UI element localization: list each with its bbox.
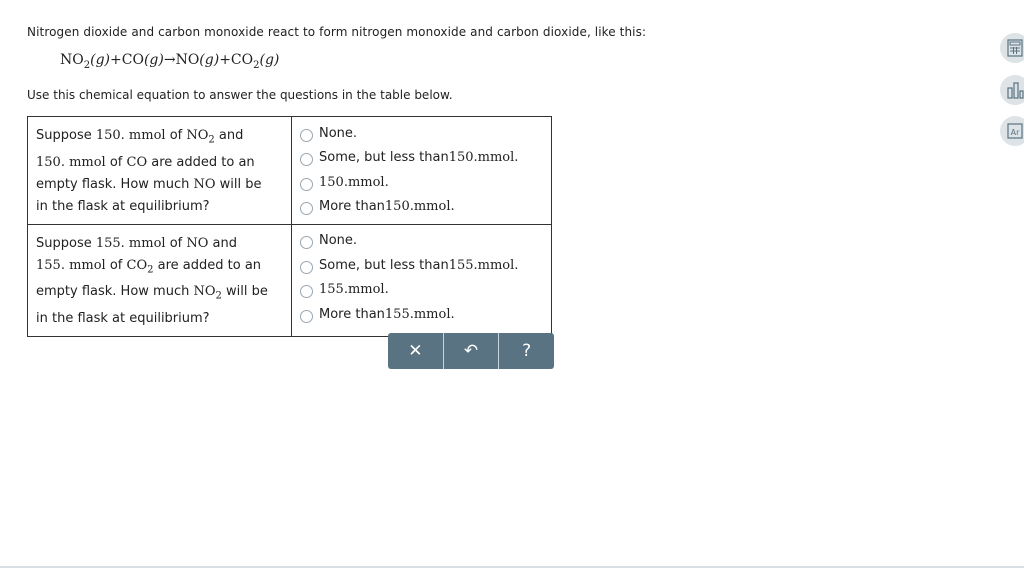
svg-text:Ar: Ar — [1010, 128, 1020, 137]
bar-chart-icon — [1006, 81, 1024, 99]
chemical-equation: $NO_2(g)+CO(g)\to NO(g)+CO_2(g)$ — [60, 52, 280, 71]
product-co2: $CO_2(g)$ — [230, 52, 280, 71]
option-equal[interactable]: 150. mmol. — [300, 170, 551, 195]
instructions-text: Use this chemical equation to answer the questions in the table below. — [27, 88, 453, 102]
question-table — [27, 116, 552, 337]
question-1-text: Suppose 150. mmol of $NO_2$ and 150. mmol of CO are added to an empty flask. How much NO will be in the flask at equilibrium? — [28, 117, 292, 225]
question-2-options — [292, 224, 552, 336]
question-row-2 — [28, 224, 552, 336]
radio-button[interactable] — [300, 261, 313, 274]
chart-button[interactable] — [1000, 75, 1024, 105]
calculator-icon — [1007, 39, 1023, 57]
radio-button[interactable] — [300, 129, 313, 142]
option-more[interactable]: More than 150. mmol. — [300, 195, 551, 220]
radio-button[interactable] — [300, 310, 313, 323]
reaction-arrow: → — [163, 52, 176, 68]
radio-button[interactable] — [300, 285, 313, 298]
radio-button[interactable] — [300, 153, 313, 166]
periodic-table-icon — [1007, 123, 1023, 139]
option-equal[interactable]: 155. mmol. — [300, 278, 551, 303]
bottom-divider — [0, 566, 1024, 568]
radio-button[interactable] — [300, 202, 313, 215]
question-2-text: Suppose 155. mmol of NO and 155. mmol of $CO_2$ are added to an empty flask. How much $NO_2$ will be in the flask at equilibrium? — [28, 224, 292, 336]
clear-button[interactable] — [388, 333, 443, 369]
calculator-button[interactable] — [1000, 33, 1024, 63]
option-none[interactable]: None. — [300, 229, 551, 254]
option-none[interactable]: None. — [300, 121, 551, 146]
product-no: NO(g) — [175, 52, 220, 68]
periodic-table-button[interactable] — [1000, 116, 1024, 146]
answer-toolbar — [388, 333, 554, 369]
help-icon: ? — [522, 341, 532, 361]
radio-button[interactable] — [300, 236, 313, 249]
option-some-less[interactable]: Some, but less than 155. mmol. — [300, 253, 551, 278]
option-some-less[interactable]: Some, but less than 150. mmol. — [300, 146, 551, 171]
radio-button[interactable] — [300, 178, 313, 191]
help-button[interactable] — [498, 333, 554, 369]
question-1-options — [292, 117, 552, 225]
close-icon: ✕ — [408, 341, 423, 361]
option-more[interactable]: More than 155. mmol. — [300, 302, 551, 327]
reactant-no2: $NO_2(g)$ — [60, 52, 110, 71]
reactant-co: CO(g) — [121, 52, 164, 68]
undo-button[interactable] — [443, 333, 499, 369]
intro-text: Nitrogen dioxide and carbon monoxide react to form nitrogen monoxide and carbon dioxide, like this: — [27, 25, 647, 39]
undo-icon: ↶ — [463, 341, 479, 361]
question-row-1 — [28, 117, 552, 225]
